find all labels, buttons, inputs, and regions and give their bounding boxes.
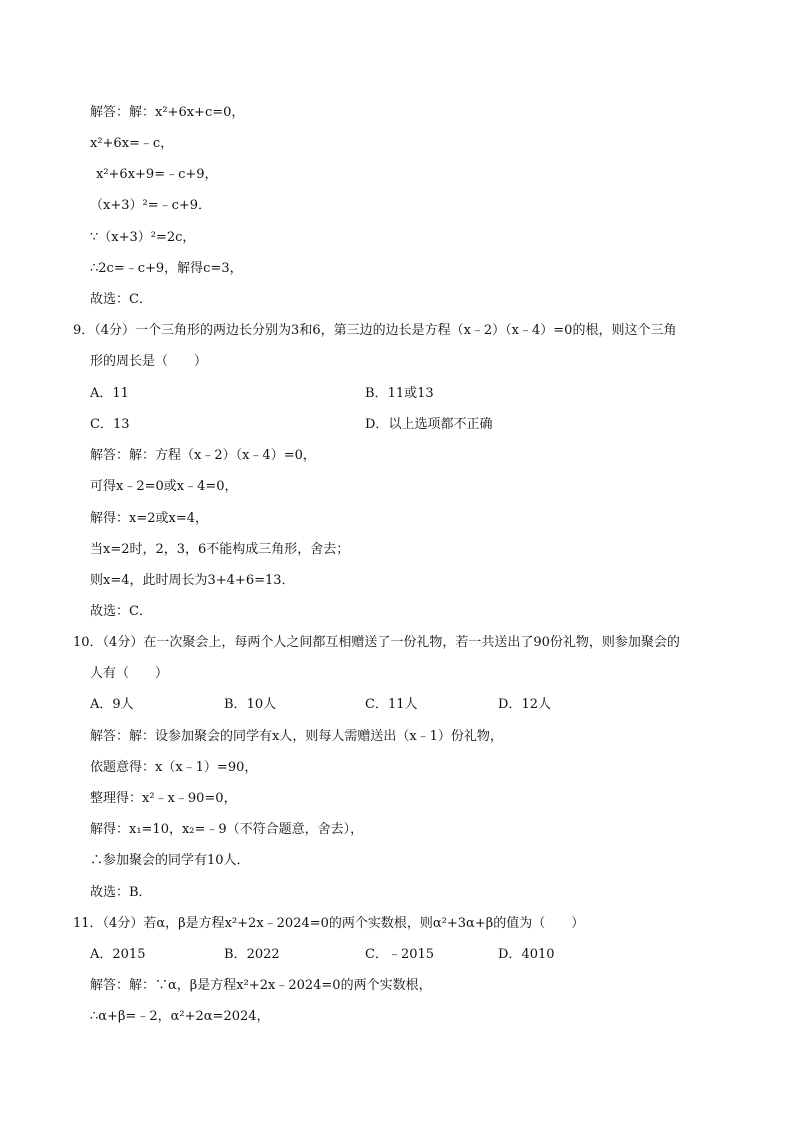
q10-solution-line-3: 整理得：x²﹣x﹣90=0，: [90, 791, 237, 806]
option-text: 2022: [246, 947, 280, 962]
option-letter: B．: [365, 386, 388, 401]
q9-answer: 故选：C．: [90, 604, 152, 619]
option-letter: C．: [90, 417, 113, 432]
q8-solution-label: 解答：解：: [90, 105, 156, 120]
q10-option-b: [224, 696, 276, 714]
option-text: 11人: [387, 697, 418, 712]
q9-solution-line-5: 则x=4，此时周长为3+4+6=13．: [90, 573, 295, 588]
q9-option-a: [90, 385, 129, 403]
q9-solution-line-2: 可得x﹣2=0或x﹣4=0，: [90, 479, 238, 494]
q8-solution-line-3: x²+6x+9=﹣c+9，: [96, 167, 218, 182]
q8-solution-line-1: [90, 104, 244, 122]
q10-stem-line-1: 10．（4分）在一次聚会上，每两个人之间都互相赠送了一份礼物，若一共送出了90份礼物，则参加聚会的: [73, 635, 680, 650]
q10-solution-line-4: 解得：x₁=10，x₂=﹣9（不符合题意，舍去），: [90, 822, 364, 837]
option-text: 10人: [246, 697, 277, 712]
option-text: 12人: [521, 697, 551, 712]
q10-option-a: [90, 696, 134, 714]
option-letter: A．: [90, 947, 113, 962]
q10-answer: 故选：B．: [90, 885, 152, 900]
q11-option-c: [365, 946, 434, 964]
q8-solution-line-5: ∵（x+3）²=2c，: [90, 230, 196, 245]
q11-solution-line-2: ∴α+β=﹣2，α²+2α=2024，: [90, 1009, 270, 1024]
option-letter: B．: [224, 947, 247, 962]
option-letter: D．: [498, 947, 522, 962]
q9-stem-line-2: 形的周长是（ ）: [90, 354, 208, 369]
q10-solution-line-5: ∴参加聚会的同学有10人．: [90, 853, 250, 868]
option-text: 9人: [112, 697, 134, 712]
option-letter: D．: [365, 417, 389, 432]
q11-stem-line-1: 11．（4分）若α，β是方程x²+2x﹣2024=0的两个实数根，则α²+3α+β的值为（ ）: [73, 916, 585, 931]
q11-option-b: [224, 946, 280, 964]
q8-solution-line-2: x²+6x=﹣c，: [90, 136, 174, 151]
option-text: 13: [112, 417, 130, 432]
option-text: 11或13: [387, 386, 434, 401]
q8-eq-1: x²+6x+c=0，: [155, 105, 245, 120]
q8-answer: 故选：C．: [90, 292, 152, 307]
option-text: 11: [112, 386, 129, 401]
option-letter: D．: [498, 697, 522, 712]
q10-solution-line-2: 依题意得：x（x﹣1）=90，: [90, 760, 258, 775]
q10-stem-line-2: 人有（ ）: [90, 666, 169, 681]
option-letter: A．: [90, 697, 113, 712]
option-text: ﹣2015: [387, 947, 435, 962]
q9-option-c: [90, 416, 130, 434]
q11-option-a: [90, 946, 145, 964]
q9-option-b: [365, 385, 434, 403]
q9-option-d: [365, 416, 492, 434]
q9-solution-line-1: 解答：解：方程（x﹣2）（x﹣4）=0，: [90, 448, 316, 463]
option-letter: B．: [224, 697, 247, 712]
q8-solution-line-4: （x+3）²=﹣c+9．: [90, 198, 212, 213]
q9-solution-line-3: 解得：x=2或x=4，: [90, 511, 208, 526]
option-text: 2015: [112, 947, 146, 962]
q11-option-d: [498, 946, 555, 964]
q9-stem-line-1: 9．（4分）一个三角形的两边长分别为3和6，第三边的边长是方程（x﹣2）（x﹣4）=0的根，则这个三角: [73, 323, 677, 338]
q10-option-c: [365, 696, 418, 714]
option-letter: A．: [90, 386, 113, 401]
option-letter: C．: [365, 947, 388, 962]
q8-solution-line-6: ∴2c=﹣c+9，解得c=3，: [90, 261, 243, 276]
option-letter: C．: [365, 697, 388, 712]
option-text: 以上选项都不正确: [388, 417, 493, 432]
q10-option-d: [498, 696, 551, 714]
q9-solution-line-4: 当x=2时，2，3，6不能构成三角形，舍去；: [90, 542, 350, 557]
q10-solution-line-1: 解答：解：设参加聚会的同学有x人，则每人需赠送出（x﹣1）份礼物，: [90, 729, 503, 744]
q11-solution-line-1: 解答：解：∵α，β是方程x²+2x﹣2024=0的两个实数根，: [90, 978, 432, 993]
option-text: 4010: [521, 947, 555, 962]
